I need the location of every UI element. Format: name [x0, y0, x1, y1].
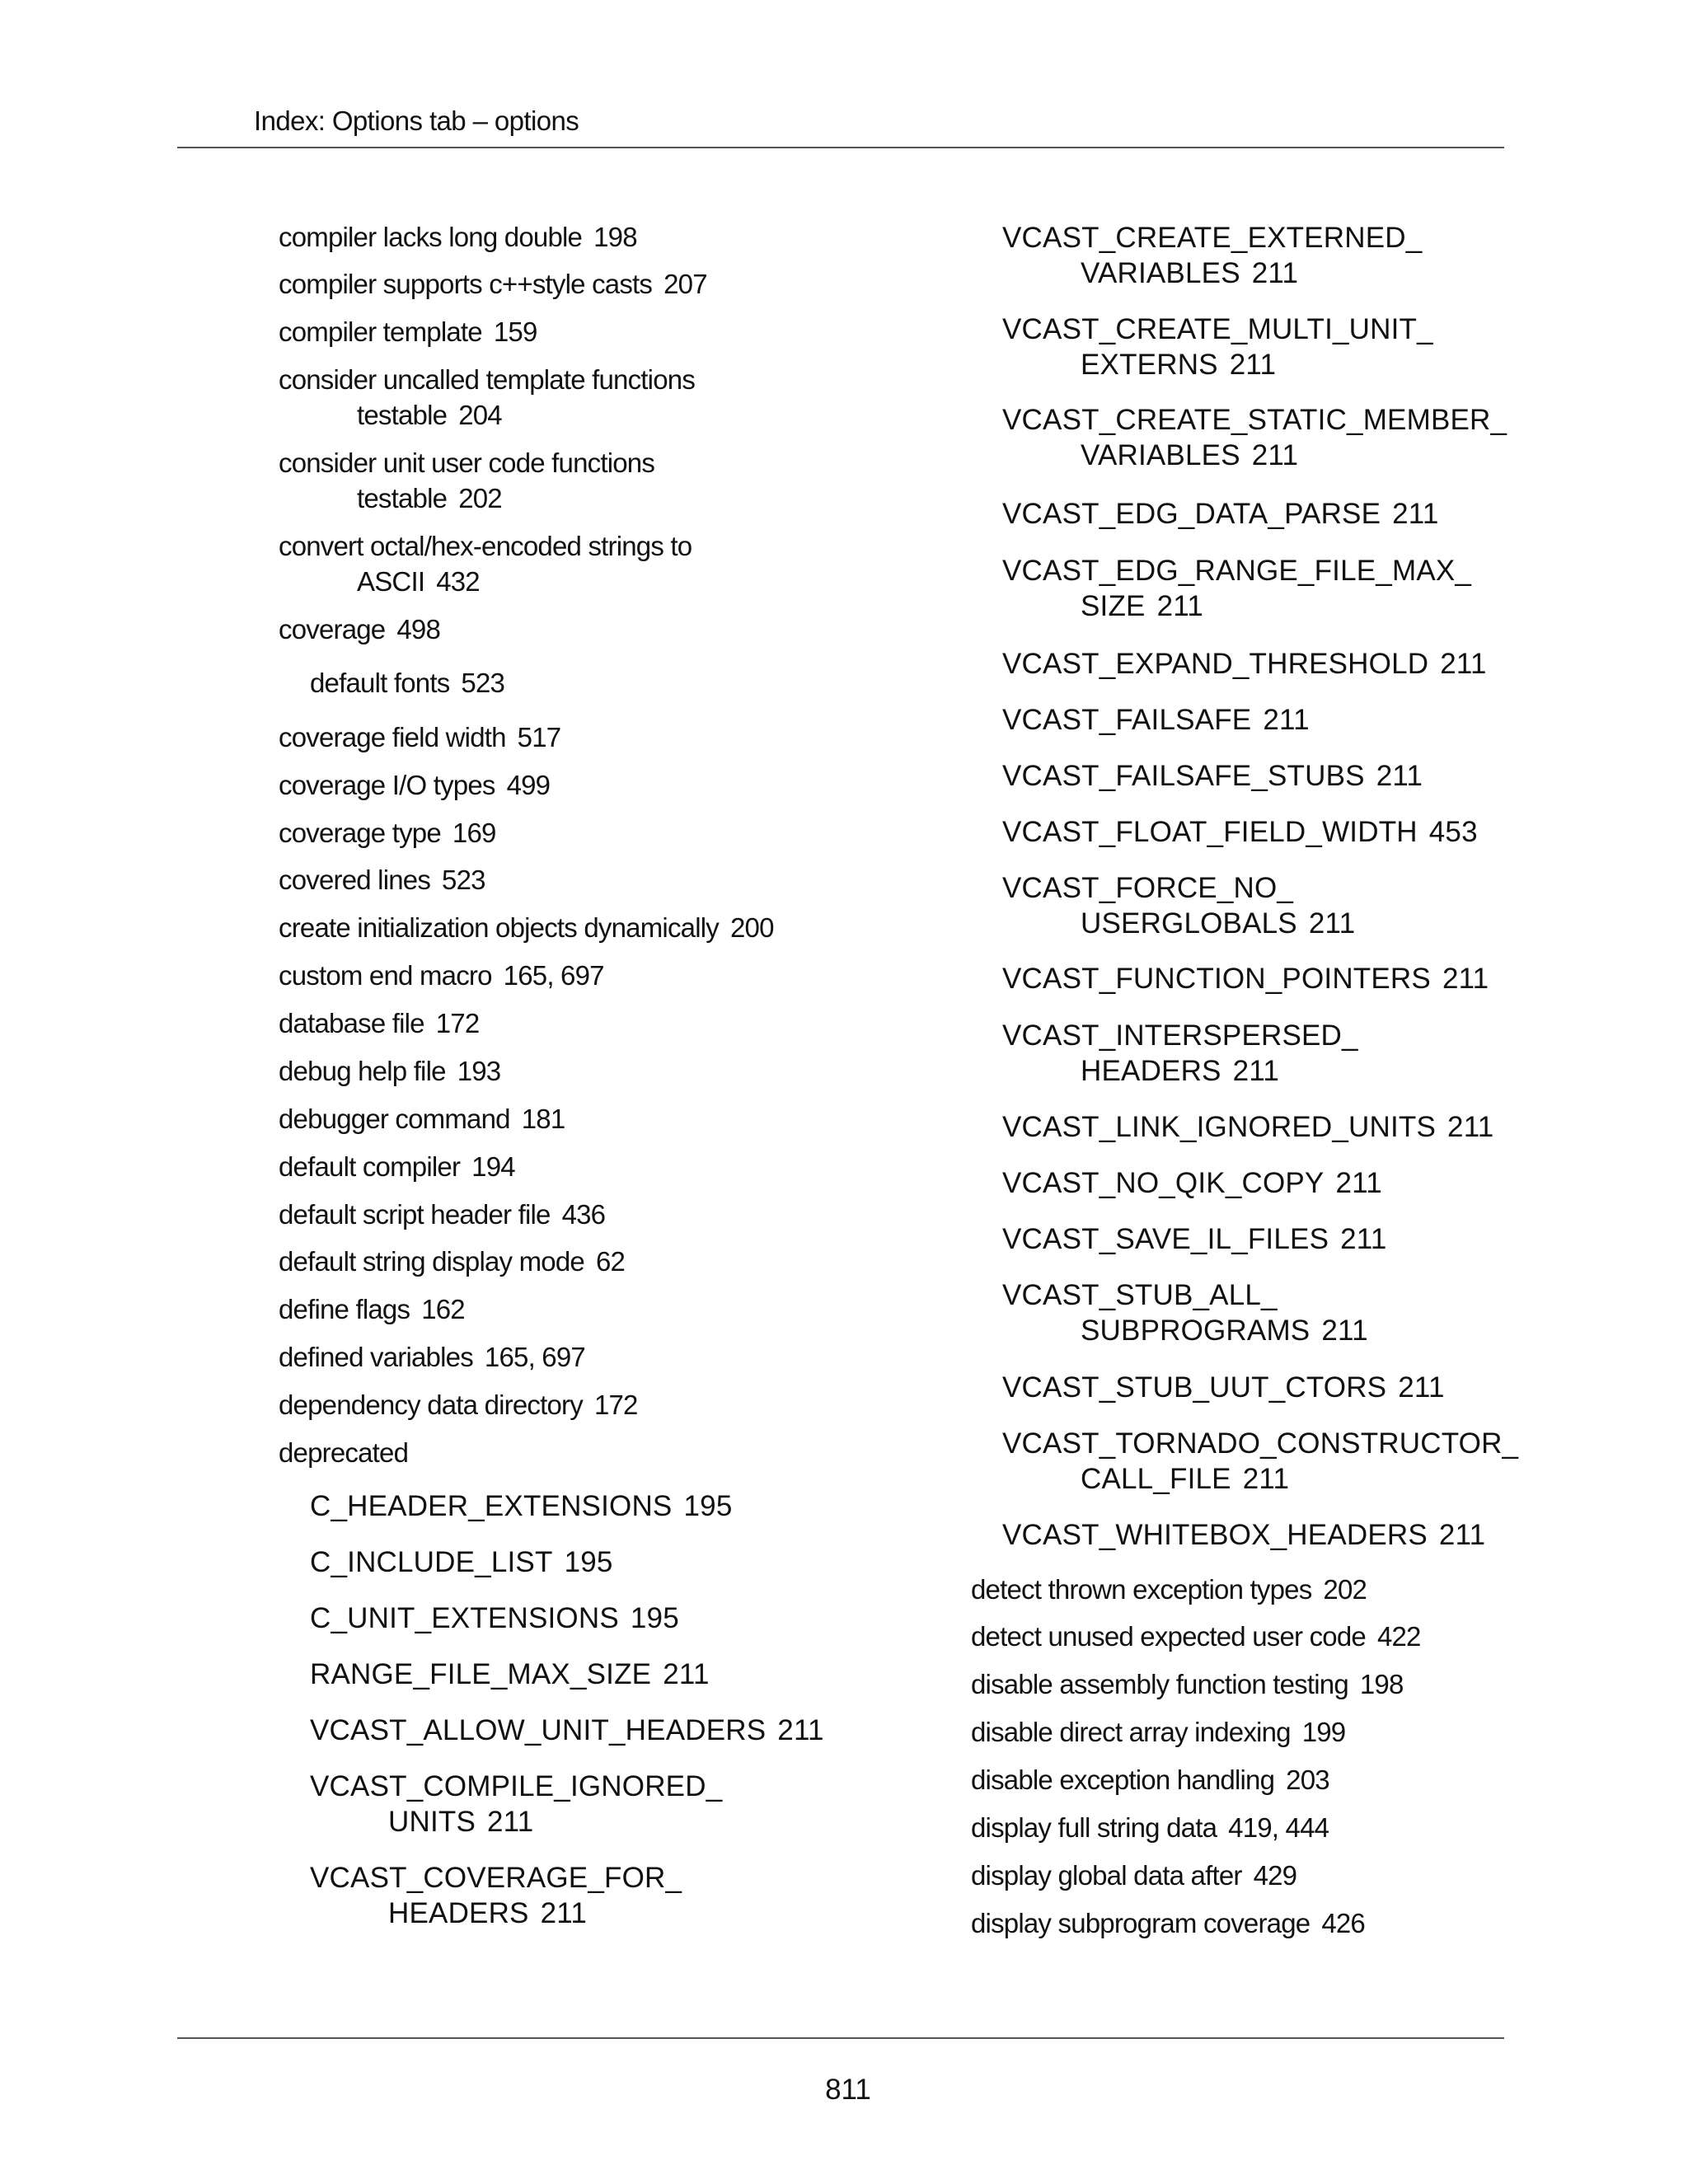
- index-entry: [279, 1101, 565, 1137]
- entry-term: C_UNIT_EXTENSIONS: [310, 1602, 619, 1634]
- entry-page-ref[interactable]: 429: [1253, 1860, 1297, 1891]
- entry-page-ref[interactable]: 165, 697: [503, 960, 604, 991]
- entry-page-ref[interactable]: 181: [521, 1104, 565, 1134]
- entry-page-ref[interactable]: 211: [1232, 1055, 1280, 1087]
- entry-continuation: [279, 480, 654, 516]
- entry-page-ref[interactable]: 159: [493, 316, 537, 347]
- entry-page-ref[interactable]: 499: [506, 770, 551, 800]
- entry-term: default script header file: [279, 1199, 551, 1230]
- entry-term-continued: SUBPROGRAMS: [1081, 1315, 1311, 1347]
- entry-page-ref[interactable]: 195: [564, 1546, 613, 1578]
- entry-term: C_INCLUDE_LIST: [310, 1546, 553, 1578]
- entry-term: coverage type: [279, 818, 441, 848]
- entry-term: debug help file: [279, 1056, 446, 1086]
- entry-term: compiler template: [279, 316, 482, 347]
- index-entry: [279, 612, 440, 647]
- entry-term: defined variables: [279, 1342, 473, 1372]
- entry-continuation: [1002, 1053, 1358, 1089]
- entry-page-ref[interactable]: 202: [1323, 1574, 1367, 1605]
- index-entry: [279, 958, 604, 993]
- index-subentry: [1002, 1517, 1485, 1553]
- entry-term: VCAST_FAILSAFE: [1002, 704, 1252, 736]
- entry-page-ref[interactable]: 517: [517, 722, 561, 752]
- entry-page-ref[interactable]: 198: [593, 222, 637, 252]
- index-subentry: [1002, 646, 1487, 682]
- entry-page-ref[interactable]: 172: [435, 1008, 480, 1038]
- entry-term-continued: CALL_FILE: [1081, 1463, 1231, 1495]
- entry-continuation: [279, 397, 695, 433]
- entry-term: custom end macro: [279, 960, 492, 991]
- entry-term: VCAST_SAVE_IL_FILES: [1002, 1223, 1329, 1255]
- index-entry: [279, 219, 637, 255]
- entry-term: consider unit user code functions: [279, 448, 655, 478]
- index-subentry: [310, 1601, 679, 1636]
- entry-page-ref[interactable]: 523: [461, 668, 505, 698]
- entry-term: VCAST_FUNCTION_POINTERS: [1002, 963, 1431, 995]
- entry-page-ref[interactable]: 211: [1440, 648, 1487, 680]
- entry-term: dependency data directory: [279, 1390, 583, 1420]
- entry-term-continued: EXTERNS: [1081, 349, 1218, 381]
- entry-page-ref[interactable]: 211: [540, 1897, 588, 1929]
- entry-continuation: [1002, 1313, 1368, 1348]
- entry-term: detect unused expected user code: [971, 1621, 1366, 1652]
- entry-term: VCAST_EXPAND_THRESHOLD: [1002, 648, 1429, 680]
- index-entry: [279, 528, 692, 599]
- entry-continuation: [279, 564, 692, 599]
- entry-page-ref[interactable]: 162: [421, 1294, 465, 1324]
- entry-term: VCAST_EDG_DATA_PARSE: [1002, 498, 1381, 530]
- page-header: Index: Options tab – options: [254, 105, 579, 136]
- index-subentry: [310, 1769, 722, 1840]
- entry-page-ref[interactable]: 523: [442, 865, 485, 895]
- entry-page-ref[interactable]: 453: [1428, 816, 1478, 848]
- entry-term-continued: USERGLOBALS: [1081, 907, 1297, 940]
- entry-term: convert octal/hex-encoded strings to: [279, 531, 692, 561]
- entry-term: VCAST_EDG_RANGE_FILE_MAX_: [1002, 555, 1472, 587]
- index-subentry: [1002, 496, 1439, 532]
- entry-term: VCAST_CREATE_EXTERNED_: [1002, 222, 1423, 254]
- entry-term: covered lines: [279, 865, 431, 895]
- entry-continuation: [1002, 1461, 1518, 1497]
- entry-page-ref[interactable]: 419, 444: [1228, 1812, 1329, 1843]
- entry-term: display global data after: [971, 1860, 1242, 1891]
- entry-term: VCAST_FORCE_NO_: [1002, 872, 1294, 904]
- entry-term: disable assembly function testing: [971, 1669, 1348, 1699]
- entry-term: VCAST_STUB_ALL_: [1002, 1279, 1278, 1311]
- entry-page-ref[interactable]: 194: [471, 1151, 515, 1182]
- header-rule: [177, 147, 1504, 148]
- entry-page-ref[interactable]: 211: [1156, 590, 1203, 622]
- index-subentry: [310, 1488, 732, 1524]
- index-entry: [279, 1244, 625, 1279]
- entry-page-ref[interactable]: 211: [1442, 963, 1489, 995]
- index-entry: [971, 1858, 1296, 1893]
- entry-term: disable direct array indexing: [971, 1717, 1291, 1747]
- index-subentry: [1002, 1277, 1368, 1348]
- entry-page-ref[interactable]: 211: [1335, 1167, 1382, 1199]
- entry-term: disable exception handling: [971, 1765, 1275, 1795]
- entry-page-ref[interactable]: 211: [1263, 704, 1310, 736]
- index-entry: [279, 767, 550, 803]
- index-subentry: [310, 1713, 824, 1748]
- entry-page-ref[interactable]: 211: [777, 1714, 824, 1746]
- entry-term: VCAST_FLOAT_FIELD_WIDTH: [1002, 816, 1418, 848]
- footer-rule: [177, 2037, 1504, 2039]
- entry-term: VCAST_ALLOW_UNIT_HEADERS: [310, 1714, 767, 1746]
- index-entry: [971, 1666, 1404, 1702]
- index-entry: [279, 1387, 638, 1422]
- entry-page-ref[interactable]: 211: [1242, 1463, 1290, 1495]
- index-subentry: [1002, 402, 1507, 473]
- entry-page-ref[interactable]: 211: [1392, 498, 1439, 530]
- entry-page-ref[interactable]: 211: [487, 1806, 534, 1838]
- entry-term: VCAST_CREATE_STATIC_MEMBER_: [1002, 404, 1507, 436]
- entry-page-ref[interactable]: 211: [1438, 1519, 1486, 1551]
- entry-page-ref[interactable]: 198: [1359, 1669, 1404, 1699]
- entry-page-ref[interactable]: 211: [1398, 1371, 1445, 1404]
- entry-term: default fonts: [310, 668, 450, 698]
- entry-term: VCAST_WHITEBOX_HEADERS: [1002, 1519, 1428, 1551]
- entry-term: VCAST_STUB_UUT_CTORS: [1002, 1371, 1387, 1404]
- entry-page-ref[interactable]: 202: [458, 483, 502, 513]
- entry-continuation: [310, 1896, 682, 1931]
- entry-page-ref[interactable]: 200: [729, 912, 774, 943]
- entry-continuation: [1002, 347, 1433, 382]
- index-entry: [279, 1435, 408, 1470]
- entry-page-ref[interactable]: 172: [593, 1390, 638, 1420]
- index-entry: [971, 1714, 1345, 1750]
- index-entry: [971, 1762, 1329, 1797]
- index-subentry: [1002, 312, 1433, 382]
- index-entry: [279, 1339, 585, 1375]
- entry-term: display full string data: [971, 1812, 1217, 1843]
- index-subentry: [1002, 870, 1355, 941]
- index-subentry: [310, 1544, 613, 1580]
- entry-page-ref[interactable]: 211: [1447, 1111, 1494, 1143]
- entry-term: consider uncalled template functions: [279, 364, 696, 395]
- index-entry: [971, 1810, 1329, 1845]
- index-entry: [279, 1053, 500, 1089]
- entry-page-ref[interactable]: 195: [630, 1602, 679, 1634]
- entry-term: C_HEADER_EXTENSIONS: [310, 1490, 673, 1522]
- index-subentry: [1002, 220, 1422, 291]
- index-entry: [971, 1572, 1367, 1607]
- index-subentry: [310, 1657, 710, 1692]
- index-entry: [279, 815, 496, 851]
- entry-page-ref[interactable]: 436: [561, 1199, 606, 1230]
- entry-term: display subprogram coverage: [971, 1908, 1311, 1938]
- entry-term-continued: HEADERS: [1081, 1055, 1221, 1087]
- entry-page-ref[interactable]: 426: [1321, 1908, 1365, 1938]
- entry-continuation: [1002, 906, 1355, 941]
- entry-term: coverage I/O types: [279, 770, 495, 800]
- index-entry: [279, 1291, 465, 1327]
- entry-term: compiler lacks long double: [279, 222, 583, 252]
- entry-page-ref[interactable]: 211: [1376, 760, 1423, 792]
- entry-page-ref[interactable]: 203: [1286, 1765, 1329, 1795]
- index-entry: [279, 862, 485, 898]
- entry-term: RANGE_FILE_MAX_SIZE: [310, 1658, 652, 1690]
- index-subentry: [1002, 1370, 1445, 1405]
- entry-term: database file: [279, 1008, 424, 1038]
- entry-page-ref[interactable]: 195: [683, 1490, 733, 1522]
- index-subentry: [1002, 702, 1310, 738]
- entry-continuation: [310, 1804, 722, 1840]
- index-subentry: [1002, 1221, 1387, 1257]
- entry-page-ref[interactable]: 432: [436, 566, 480, 597]
- entry-term: VCAST_FAILSAFE_STUBS: [1002, 760, 1365, 792]
- entry-term: coverage: [279, 614, 386, 644]
- index-subentry: [1002, 814, 1478, 850]
- entry-page-ref[interactable]: 62: [595, 1246, 626, 1277]
- entry-page-ref[interactable]: 165, 697: [484, 1342, 585, 1372]
- entry-term: create initialization objects dynamically: [279, 912, 719, 943]
- entry-term: VCAST_TORNADO_CONSTRUCTOR_: [1002, 1427, 1519, 1460]
- index-subentry: [1002, 961, 1489, 996]
- entry-page-ref[interactable]: 211: [1251, 257, 1299, 289]
- entry-term-continued: ASCII: [357, 566, 425, 597]
- entry-term: VCAST_NO_QIK_COPY: [1002, 1167, 1325, 1199]
- index-entry: [279, 266, 707, 302]
- index-subentry: [1002, 1018, 1358, 1089]
- entry-page-ref[interactable]: 211: [1251, 439, 1299, 471]
- entry-page-ref[interactable]: 211: [1229, 349, 1277, 381]
- entry-page-ref[interactable]: 211: [1321, 1315, 1368, 1347]
- index-entry: [279, 362, 695, 433]
- index-subentry: [310, 665, 504, 701]
- page-number: 811: [825, 2074, 871, 2106]
- index-entry: [279, 1149, 515, 1184]
- entry-term: default compiler: [279, 1151, 461, 1182]
- index-subentry: [1002, 553, 1471, 624]
- index-entry: [279, 445, 654, 516]
- entry-term-continued: testable: [357, 483, 448, 513]
- entry-term-continued: VARIABLES: [1081, 439, 1240, 471]
- entry-term-continued: VARIABLES: [1081, 257, 1240, 289]
- index-entry: [971, 1619, 1421, 1654]
- entry-term: VCAST_INTERSPERSED_: [1002, 1019, 1358, 1052]
- entry-term-continued: SIZE: [1081, 590, 1146, 622]
- entry-term-continued: UNITS: [388, 1806, 476, 1838]
- entry-continuation: [1002, 255, 1422, 291]
- entry-term: VCAST_COMPILE_IGNORED_: [310, 1770, 723, 1802]
- entry-page-ref[interactable]: 169: [452, 818, 496, 848]
- index-subentry: [1002, 1165, 1382, 1201]
- entry-term: coverage field width: [279, 722, 506, 752]
- index-entry: [279, 1005, 479, 1041]
- entry-page-ref[interactable]: 204: [458, 400, 502, 430]
- index-entry: [279, 719, 560, 755]
- entry-term: VCAST_COVERAGE_FOR_: [310, 1862, 682, 1894]
- index-entry: [279, 1197, 605, 1232]
- index-entry: [279, 910, 774, 945]
- entry-term: deprecated: [279, 1437, 409, 1468]
- index-subentry: [310, 1860, 682, 1931]
- entry-page-ref[interactable]: 211: [663, 1658, 710, 1690]
- entry-term: define flags: [279, 1294, 410, 1324]
- index-subentry: [1002, 1109, 1493, 1145]
- index-entry: [971, 1905, 1365, 1941]
- entry-term: VCAST_LINK_IGNORED_UNITS: [1002, 1111, 1437, 1143]
- entry-page-ref[interactable]: 498: [396, 614, 441, 644]
- entry-term-continued: testable: [357, 400, 448, 430]
- index-entry: [279, 314, 537, 349]
- entry-term: compiler supports c++style casts: [279, 269, 653, 299]
- entry-continuation: [1002, 588, 1471, 624]
- entry-page-ref[interactable]: 422: [1376, 1621, 1421, 1652]
- entry-term: default string display mode: [279, 1246, 584, 1277]
- entry-page-ref[interactable]: 199: [1301, 1717, 1346, 1747]
- entry-page-ref[interactable]: 193: [457, 1056, 501, 1086]
- entry-page-ref[interactable]: 211: [1340, 1223, 1387, 1255]
- entry-continuation: [1002, 438, 1507, 473]
- index-subentry: [1002, 1426, 1518, 1497]
- entry-term-continued: HEADERS: [388, 1897, 529, 1929]
- entry-term: VCAST_CREATE_MULTI_UNIT_: [1002, 313, 1433, 345]
- entry-page-ref[interactable]: 211: [1308, 907, 1356, 940]
- entry-term: debugger command: [279, 1104, 510, 1134]
- entry-page-ref[interactable]: 207: [663, 269, 707, 299]
- entry-term: detect thrown exception types: [971, 1574, 1312, 1605]
- index-subentry: [1002, 758, 1423, 794]
